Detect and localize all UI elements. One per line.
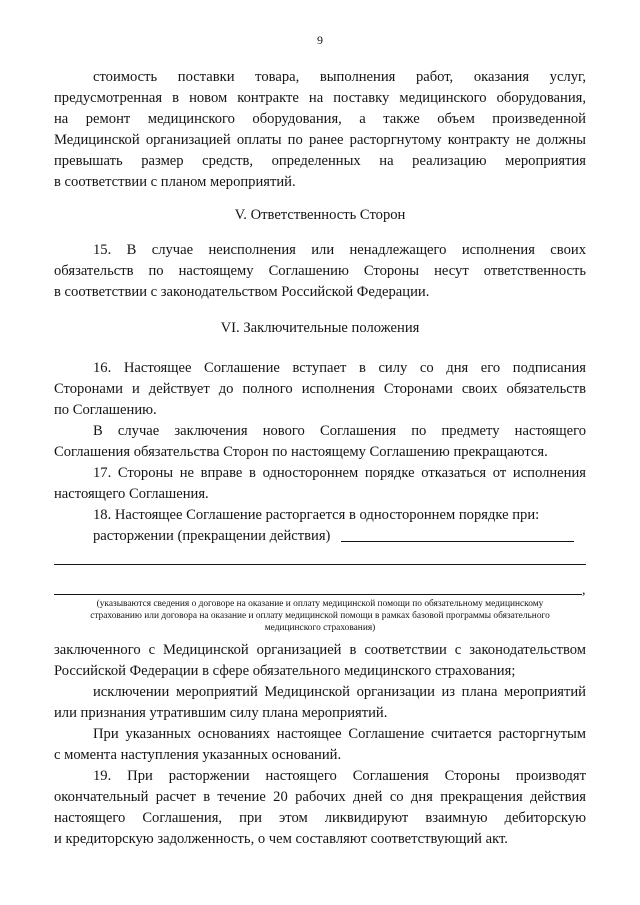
- blank-line: [54, 594, 582, 595]
- clause-16b-line: Соглашения обязательства Сторон по настоящему Соглашению прекращаются.: [54, 444, 548, 460]
- clause-19-line: настоящего Соглашения, при этом ликвидируют взаимную дебиторскую: [54, 810, 586, 826]
- clause-18-line: 18. Настоящее Соглашение расторгается в одностороннем порядке при:: [93, 507, 540, 523]
- paragraph-line: на ремонт медицинского оборудования, а также объем произведенной: [54, 111, 586, 127]
- clause-17-line: настоящего Соглашения.: [54, 486, 209, 502]
- clause-16-line: Сторонами и действует до полного исполнения Сторонами своих обязательств: [54, 381, 586, 397]
- paragraph-line: исключении мероприятий Медицинской организации из плана мероприятий: [93, 684, 586, 700]
- clause-17-line: 17. Стороны не вправе в одностороннем порядке отказаться от исполнения: [93, 465, 586, 481]
- paragraph-line: заключенного с Медицинской организацией в соответствии с законодательством: [54, 642, 586, 658]
- section-heading: VI. Заключительные положения: [220, 320, 420, 336]
- footnote-line: медицинского страхования): [264, 623, 376, 633]
- clause-16-line: по Соглашению.: [54, 402, 157, 418]
- blank-line-comma: ,: [582, 583, 586, 598]
- footnote-line: (указываются сведения о договоре на оказание и оплату медицинской помощи по обязательному медицинскому: [96, 599, 544, 609]
- section-heading: V. Ответственность Сторон: [234, 207, 406, 223]
- clause-19-line: 19. При расторжении настоящего Соглашения Стороны производят: [93, 768, 586, 784]
- clause-19-line: и кредиторскую задолженность, о чем составляют соответствующий акт.: [54, 831, 508, 847]
- clause-15-line: обязательств по настоящему Соглашению Стороны несут ответственность: [54, 263, 586, 279]
- clause-15-line: 15. В случае неисполнения или ненадлежащего исполнения своих: [93, 242, 586, 258]
- paragraph-line: с момента наступления указанных оснований.: [54, 747, 342, 763]
- paragraph-line: предусмотренная в новом контракте на поставку медицинского оборудования,: [54, 90, 586, 106]
- page-number: 9: [317, 33, 323, 47]
- clause-16-line: 16. Настоящее Соглашение вступает в силу со дня его подписания: [93, 360, 586, 376]
- footnote-line: страхованию или договора на оказание и оплату медицинской помощи в рамках базовой программы обязательного: [90, 611, 550, 621]
- paragraph-line: Российской Федерации в сфере обязательного медицинского страхования;: [54, 663, 516, 679]
- blank-line: [54, 564, 586, 565]
- clause-15-line: в соответствии с законодательством Российской Федерации.: [54, 284, 430, 300]
- clause-16b-line: В случае заключения нового Соглашения по предмету настоящего: [93, 423, 586, 439]
- paragraph-line: При указанных основаниях настоящее Соглашение считается расторгнутым: [93, 726, 586, 742]
- clause-19-line: окончательный расчет в течение 20 рабочих дней со дня прекращения действия: [54, 789, 586, 805]
- paragraph-line: или признания утратившим силу плана мероприятий.: [54, 705, 388, 721]
- clause-18-item-1: расторжении (прекращении действия): [93, 528, 331, 544]
- blank-line: [341, 541, 574, 542]
- paragraph-line: стоимость поставки товара, выполнения работ, оказания услуг,: [93, 69, 586, 85]
- paragraph-line: Медицинской организацией оплаты по ранее расторгнутому контракту не должны: [54, 132, 586, 148]
- paragraph-line: в соответствии с планом мероприятий.: [54, 174, 296, 190]
- paragraph-line: превышать размер средств, определенных на реализацию мероприятия: [54, 153, 586, 169]
